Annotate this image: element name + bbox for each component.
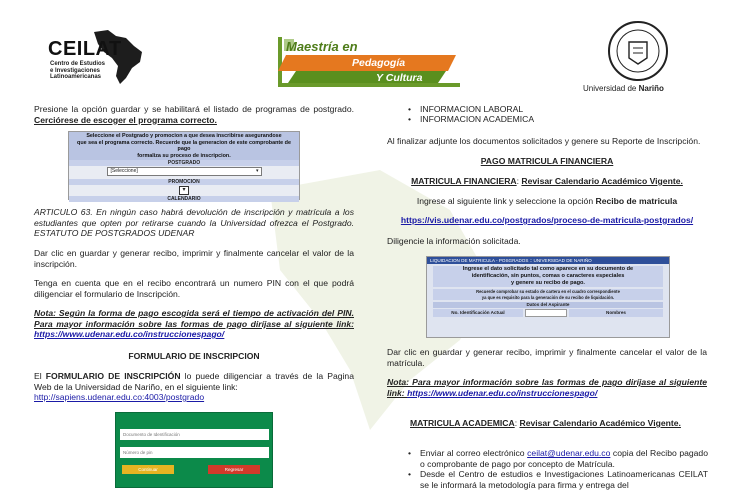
liquidacion-row — [433, 309, 663, 317]
banner-line-3: Y Cultura — [376, 72, 423, 84]
banner-line-1: Maestría en — [286, 39, 358, 54]
article-63: ARTICULO 63. En ningún caso habrá devolución de inscripción y matrícula a los estudiantes que opten por retirarse cuando la Universidad ofrezca el Postgrado. ESTATUTO DE POSTGRADOS UDENAR — [34, 207, 354, 238]
ingrese-link-line: Ingrese al siguiente link y seleccione la opción Recibo de matricula — [416, 196, 678, 206]
liquidacion-screenshot — [426, 256, 670, 338]
liquidacion-instructions: Ingrese el dato solicitado tal como aparece en su documento de identificación, sin puntos, comas o caracteres especiales y genere su recibo de pago. — [433, 266, 663, 287]
bullet-informacion-academica: • INFORMACION ACADEMICA — [420, 114, 534, 125]
university-name: Universidad de Nariño — [583, 84, 664, 93]
chevron-down-icon: ▾ — [255, 168, 259, 174]
ceilat-subtitle: Centro de Estudios e Investigaciones Latinoamericanas — [50, 61, 106, 81]
left-p-pin: Tenga en cuenta que en el recibo encontrará un numero PIN con el que podrá diligenciar el formulario de Inscripción. — [34, 278, 354, 299]
vis-postgrados-link[interactable]: https://vis.udenar.edu.co/postgrados/proceso-de-matricula-postgrados/ — [400, 215, 694, 225]
udenar-logo — [575, 20, 705, 96]
postgrado-label: POSTGRADO — [69, 160, 299, 166]
nota-pago: Nota: Para mayor información sobre las formas de pago diríjase al siguiente link: https://www.udenar.edu.co/instruccionespago/ — [387, 377, 707, 398]
diligencie-text: Diligencie la información solicitada. — [387, 236, 521, 246]
ceilat-logo — [30, 28, 150, 86]
regresar-button[interactable]: Regresar — [208, 465, 260, 474]
pin-form-screenshot — [115, 412, 273, 488]
nombres-label: Nombres — [569, 309, 663, 317]
matricula-financiera-line: MATRICULA FINANCIERA: Revisar Calendario Académico Vigente. — [411, 176, 683, 186]
university-seal-icon — [607, 20, 669, 82]
matricula-academica-line: MATRICULA ACADEMICA: Revisar Calendario Académico Vigente. — [410, 418, 681, 428]
postgrado-instructions: Seleccione el Postgrado y promocion a que desea inscribirse asegurandose que sea el programa correcto. Recuerde que la generacion de este comprobante de pago formaliza su proceso de inscripcion. — [69, 132, 299, 160]
id-input[interactable] — [525, 309, 567, 317]
datos-aspirante-label: Datos del Aspirante — [433, 302, 663, 308]
continuar-button[interactable]: Continuar — [122, 465, 174, 474]
banner-line-2: Pedagogía — [352, 57, 406, 69]
formulario-title: FORMULARIO DE INSCRIPCION — [128, 351, 260, 361]
promocion-select[interactable]: ▾ — [179, 186, 189, 195]
right-p-guardar: Dar clic en guardar y generar recibo, imprimir y finalmente cancelar el valor de la matrícula. — [387, 347, 707, 368]
bullet-ceilat-metodologia: • Desde el Centro de estudios e Investigaciones Latinoamericanas CEILAT se le informará la metodología para firma y entrega del — [420, 469, 708, 490]
maestria-banner — [276, 33, 466, 91]
instrucciones-pago-link-1[interactable]: https://www.udenar.edu.co/instruccionespago/ — [34, 329, 225, 339]
right-p-adjunte: Al finalizar adjunte los documentos solicitados y genere su Reporte de Inscripción. — [387, 136, 701, 146]
postgrado-selection-screenshot — [68, 131, 300, 200]
promocion-label: PROMOCION — [69, 179, 299, 185]
document-id-input[interactable]: Documento de Identificación — [120, 429, 269, 440]
bullet-enviar-correo: • Enviar al correo electrónico ceilat@udenar.edu.co copia del Recibo pagado o comprobante de pago por concepto de Matrícula. — [420, 448, 708, 469]
liquidacion-title-bar: LIQUIDACION DE MATRICULA - POSGRADOS :: UNIVERSIDAD DE NARIÑO — [427, 257, 669, 264]
pin-input[interactable]: Número de pin — [120, 447, 269, 458]
instrucciones-pago-link-2[interactable]: https://www.udenar.edu.co/instruccionespago/ — [407, 387, 598, 398]
ceilat-name: CEILAT — [48, 38, 122, 60]
nota-pin: Nota: Según la forma de pago escogida será el tiempo de activación del PIN. Para mayor información sobre las formas de pago diríjase al siguiente link: https://www.udenar.edu.co/instruccionespago/ — [34, 308, 354, 339]
formulario-paragraph: El FORMULARIO DE INSCRIPCIÓN lo puede diligenciar a través de la Pagina Web de la Universidad de Nariño, en el siguiente link: — [34, 371, 354, 392]
left-p1: Presione la opción guardar y se habilitará el listado de programas de postgrado. Cerciórese de escoger el programa correcto. — [34, 104, 354, 125]
pago-matricula-title: PAGO MATRICULA FINANCIERA — [480, 156, 614, 166]
bullet-informacion-laboral: • INFORMACION LABORAL — [420, 104, 523, 115]
ceilat-email-link[interactable]: ceilat@udenar.edu.co — [527, 448, 611, 458]
left-p-guardar: Dar clic en guardar y generar recibo, imprimir y finalmente cancelar el valor de la inscripción. — [34, 248, 354, 269]
postgrado-select[interactable]: [Seleccione] ▾ — [107, 167, 262, 176]
liquidacion-note: Recuerde comprobar su estado de cartera en el cuadro correspondiente ya que es requisito para la generación de su recibo de liquidación. — [433, 289, 663, 300]
calendario-label: CALENDARIO — [69, 196, 299, 202]
sapiens-link[interactable]: http://sapiens.udenar.edu.co:4003/postgrado — [34, 392, 205, 402]
vis-link-wrap — [387, 215, 707, 226]
id-label: No. Identificación Actual — [433, 309, 523, 317]
